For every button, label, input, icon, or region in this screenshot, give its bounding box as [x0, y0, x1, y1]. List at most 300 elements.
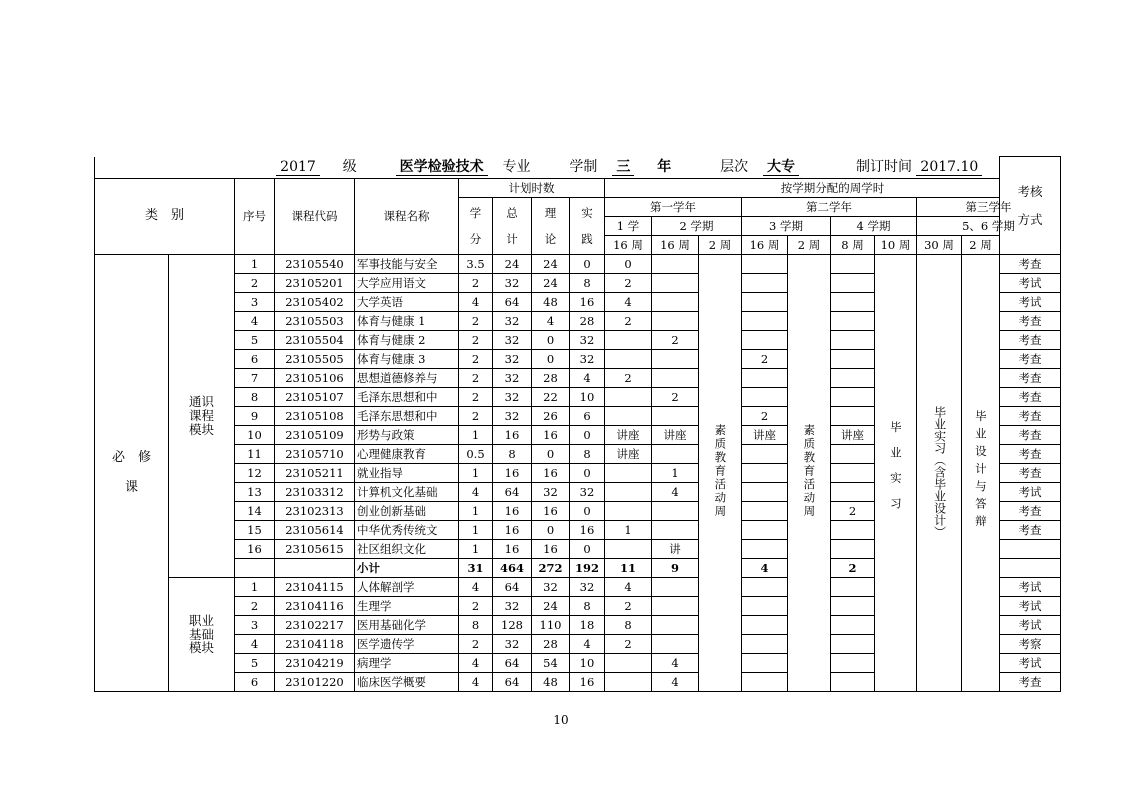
seq-cell: 9	[235, 407, 275, 426]
theory-cell: 110	[532, 616, 570, 635]
total-cell: 64	[493, 293, 532, 312]
sem2-cell: 讲	[652, 540, 699, 559]
seq-cell	[235, 559, 275, 578]
code-cell: 23105201	[275, 274, 355, 293]
name-cell: 毛泽东思想和中	[355, 407, 459, 426]
practice-cell: 8	[570, 274, 605, 293]
sem1-cell	[605, 407, 652, 426]
assess-cell: 考查	[1000, 502, 1061, 521]
seq-cell: 6	[235, 350, 275, 369]
system-label: 学制	[569, 158, 598, 175]
sem4-cell	[831, 616, 875, 635]
assess-cell: 考试	[1000, 483, 1061, 502]
sem1-cell	[605, 502, 652, 521]
assess-cell	[1000, 559, 1061, 578]
total-cell: 16	[493, 502, 532, 521]
sem2-cell: 4	[652, 483, 699, 502]
name-cell: 体育与健康 2	[355, 331, 459, 350]
assess-cell: 考查	[1000, 312, 1061, 331]
theory-cell: 54	[532, 654, 570, 673]
sem4-cell	[831, 483, 875, 502]
credit-cell: 1	[459, 540, 493, 559]
design-defense-label: 毕业设计与答辩	[973, 410, 988, 533]
code-header: 课程代码	[275, 179, 355, 255]
sem3-cell	[742, 597, 788, 616]
name-cell: 医用基础化学	[355, 616, 459, 635]
revise-label: 制订时间	[855, 158, 912, 175]
credit-cell: 1	[459, 521, 493, 540]
credit-cell: 1	[459, 426, 493, 445]
header-row-1	[95, 179, 1061, 198]
sem3-cell	[742, 502, 788, 521]
distribution-header: 按学期分配的周学时	[605, 179, 1061, 198]
credit-cell: 2	[459, 635, 493, 654]
sem3-cell	[742, 578, 788, 597]
sem4-cell	[831, 388, 875, 407]
seq-cell: 5	[235, 331, 275, 350]
total-header: 总 计	[493, 198, 532, 255]
theory-cell: 272	[532, 559, 570, 578]
sem1-cell: 0	[605, 255, 652, 274]
sem4-cell	[831, 578, 875, 597]
practice-cell: 32	[570, 331, 605, 350]
seq-cell: 16	[235, 540, 275, 559]
sem1-cell: 2	[605, 369, 652, 388]
seq-cell: 11	[235, 445, 275, 464]
week-header-1: 16 周	[605, 236, 652, 255]
code-cell: 23101220	[275, 673, 355, 692]
sem1-cell	[605, 654, 652, 673]
code-cell: 23105615	[275, 540, 355, 559]
theory-cell: 24	[532, 255, 570, 274]
sem3-cell	[742, 540, 788, 559]
total-cell: 16	[493, 464, 532, 483]
code-cell: 23104116	[275, 597, 355, 616]
sem3-cell	[742, 331, 788, 350]
total-cell: 64	[493, 483, 532, 502]
sem2-cell: 4	[652, 654, 699, 673]
name-cell: 体育与健康 3	[355, 350, 459, 369]
internship	[917, 255, 962, 692]
code-cell: 23105211	[275, 464, 355, 483]
sem3-cell	[742, 464, 788, 483]
quality-week-label: 素质教育活动周	[713, 424, 728, 519]
total-cell: 32	[493, 635, 532, 654]
seq-cell: 3	[235, 293, 275, 312]
credit-cell: 4	[459, 673, 493, 692]
name-cell: 毛泽东思想和中	[355, 388, 459, 407]
assess-cell: 考察	[1000, 635, 1061, 654]
credit-cell: 2	[459, 407, 493, 426]
sem2-cell	[652, 255, 699, 274]
credit-cell: 1	[459, 464, 493, 483]
credit-header: 学 分	[459, 198, 493, 255]
practice-header: 实 践	[570, 198, 605, 255]
code-cell: 23105109	[275, 426, 355, 445]
theory-cell: 28	[532, 635, 570, 654]
page-number: 10	[553, 713, 569, 727]
total-cell: 464	[493, 559, 532, 578]
seq-cell: 4	[235, 635, 275, 654]
name-cell: 社区组织文化	[355, 540, 459, 559]
sem4-cell: 讲座	[831, 426, 875, 445]
theory-cell: 16	[532, 426, 570, 445]
sem1-cell: 2	[605, 312, 652, 331]
practice-cell: 192	[570, 559, 605, 578]
sem3-cell	[742, 616, 788, 635]
code-cell: 23105106	[275, 369, 355, 388]
code-cell: 23102313	[275, 502, 355, 521]
sem1-cell: 1	[605, 521, 652, 540]
name-cell: 心理健康教育	[355, 445, 459, 464]
sem3-cell	[742, 293, 788, 312]
credit-cell: 4	[459, 654, 493, 673]
code-cell	[275, 559, 355, 578]
total-cell: 16	[493, 521, 532, 540]
sem3-cell	[742, 274, 788, 293]
sem2-cell: 1	[652, 464, 699, 483]
seq-cell: 2	[235, 274, 275, 293]
sem1-cell	[605, 483, 652, 502]
sem4-cell	[831, 350, 875, 369]
sem2-cell: 2	[652, 331, 699, 350]
level-value: 大专	[763, 159, 799, 176]
assess-cell: 考试	[1000, 654, 1061, 673]
sem3-cell	[742, 635, 788, 654]
theory-cell: 4	[532, 312, 570, 331]
system-value: 三	[612, 159, 634, 176]
name-cell: 思想道德修养与	[355, 369, 459, 388]
week-header-4: 16 周	[742, 236, 788, 255]
seq-cell: 7	[235, 369, 275, 388]
name-cell: 就业指导	[355, 464, 459, 483]
week-header-9: 2 周	[962, 236, 1000, 255]
total-cell: 8	[493, 445, 532, 464]
practice-cell: 32	[570, 350, 605, 369]
practice-cell: 0	[570, 540, 605, 559]
total-cell: 32	[493, 274, 532, 293]
total-cell: 24	[493, 255, 532, 274]
credit-cell: 2	[459, 331, 493, 350]
subtotal-label: 小计	[355, 559, 459, 578]
credit-cell: 3.5	[459, 255, 493, 274]
assess-cell: 考查	[1000, 426, 1061, 445]
assess-cell: 考查	[1000, 350, 1061, 369]
practice-cell: 10	[570, 388, 605, 407]
grade-label: 级	[342, 158, 357, 175]
sem4-cell: 2	[831, 502, 875, 521]
category-header: 类 别	[95, 179, 235, 255]
total-cell: 32	[493, 407, 532, 426]
assess-cell	[1000, 540, 1061, 559]
sem3-cell	[742, 369, 788, 388]
sem4-cell	[831, 407, 875, 426]
name-cell: 军事技能与安全	[355, 255, 459, 274]
sem4-cell	[831, 255, 875, 274]
theory-cell: 0	[532, 331, 570, 350]
code-cell: 23104115	[275, 578, 355, 597]
quality-week-2	[788, 255, 831, 692]
sem56-header: 5、6 学期	[917, 217, 1061, 236]
credit-cell: 2	[459, 388, 493, 407]
sem3-cell	[742, 673, 788, 692]
theory-cell: 32	[532, 483, 570, 502]
week-header-6: 8 周	[831, 236, 875, 255]
total-cell: 32	[493, 369, 532, 388]
total-cell: 64	[493, 578, 532, 597]
sem2-cell: 9	[652, 559, 699, 578]
seq-cell: 4	[235, 312, 275, 331]
sem2-cell	[652, 312, 699, 331]
name-cell: 人体解剖学	[355, 578, 459, 597]
sem3-cell: 2	[742, 407, 788, 426]
code-cell: 23105505	[275, 350, 355, 369]
sem2-cell: 4	[652, 673, 699, 692]
code-cell: 23105107	[275, 388, 355, 407]
total-cell: 128	[493, 616, 532, 635]
practice-cell: 0	[570, 255, 605, 274]
sem2-cell	[652, 521, 699, 540]
practice-cell: 4	[570, 369, 605, 388]
theory-cell: 16	[532, 464, 570, 483]
assess-cell: 考查	[1000, 464, 1061, 483]
quality-week-1	[699, 255, 742, 692]
total-cell: 64	[493, 654, 532, 673]
graduation-practice	[875, 255, 917, 692]
sem4-cell	[831, 540, 875, 559]
course-plan-table	[94, 156, 1060, 692]
practice-cell: 28	[570, 312, 605, 331]
practice-cell: 0	[570, 426, 605, 445]
seq-cell: 14	[235, 502, 275, 521]
name-cell: 创业创新基础	[355, 502, 459, 521]
sem4-cell	[831, 274, 875, 293]
credit-cell: 2	[459, 369, 493, 388]
practice-cell: 16	[570, 521, 605, 540]
assess-cell: 考试	[1000, 597, 1061, 616]
sem2-cell	[652, 597, 699, 616]
sem2-cell	[652, 293, 699, 312]
code-cell: 23105540	[275, 255, 355, 274]
year-value: 2017	[276, 159, 320, 176]
general-module: 通识 课程 模块	[169, 255, 235, 578]
sem1-cell	[605, 350, 652, 369]
assess-cell: 考试	[1000, 578, 1061, 597]
theory-cell: 22	[532, 388, 570, 407]
practice-cell: 0	[570, 502, 605, 521]
total-cell: 32	[493, 350, 532, 369]
sem4-cell	[831, 293, 875, 312]
sem4-cell: 2	[831, 559, 875, 578]
practice-cell: 16	[570, 673, 605, 692]
practice-cell: 0	[570, 464, 605, 483]
practice-cell: 18	[570, 616, 605, 635]
sem4-cell	[831, 464, 875, 483]
sem1-cell	[605, 388, 652, 407]
internship-label: 毕业实习（含毕业设计）	[932, 405, 947, 538]
theory-cell: 32	[532, 578, 570, 597]
sem1-cell: 4	[605, 293, 652, 312]
sem2-cell	[652, 274, 699, 293]
name-cell: 中华优秀传统文	[355, 521, 459, 540]
sem3-cell	[742, 312, 788, 331]
assess-cell: 考试	[1000, 293, 1061, 312]
theory-cell: 0	[532, 445, 570, 464]
credit-cell: 4	[459, 578, 493, 597]
sem3-header: 3 学期	[742, 217, 831, 236]
total-cell: 32	[493, 388, 532, 407]
assess-cell: 考查	[1000, 388, 1061, 407]
sem4-header: 4 学期	[831, 217, 917, 236]
sem1-cell	[605, 331, 652, 350]
sem4-cell	[831, 673, 875, 692]
quality-week-label: 素质教育活动周	[802, 424, 817, 519]
total-cell: 32	[493, 312, 532, 331]
name-header: 课程名称	[355, 179, 459, 255]
graduation-practice-label: 毕业实习	[888, 420, 903, 523]
week-header-3: 2 周	[699, 236, 742, 255]
credit-cell: 31	[459, 559, 493, 578]
credit-cell: 4	[459, 483, 493, 502]
sem2-cell	[652, 407, 699, 426]
system-unit: 年	[657, 158, 672, 175]
code-cell: 23103312	[275, 483, 355, 502]
title-row	[95, 157, 1061, 179]
code-cell: 23102217	[275, 616, 355, 635]
name-cell: 大学应用语文	[355, 274, 459, 293]
credit-cell: 8	[459, 616, 493, 635]
course-grid	[94, 156, 1061, 692]
year1-header: 第一学年	[605, 198, 742, 217]
sem2-cell: 讲座	[652, 426, 699, 445]
sem1-cell: 4	[605, 578, 652, 597]
seq-cell: 2	[235, 597, 275, 616]
design-defense	[962, 255, 1000, 692]
theory-cell: 16	[532, 502, 570, 521]
assess-cell: 考查	[1000, 521, 1061, 540]
sem4-cell	[831, 597, 875, 616]
assess-cell: 考查	[1000, 331, 1061, 350]
sem1-cell: 2	[605, 635, 652, 654]
sem1-cell: 讲座	[605, 445, 652, 464]
assess-cell: 考查	[1000, 407, 1061, 426]
week-header-2: 16 周	[652, 236, 699, 255]
sem4-cell	[831, 312, 875, 331]
theory-header: 理 论	[532, 198, 570, 255]
practice-cell: 8	[570, 445, 605, 464]
seq-cell: 3	[235, 616, 275, 635]
plan-hours-header: 计划时数	[459, 179, 605, 198]
sem4-cell	[831, 369, 875, 388]
total-cell: 64	[493, 673, 532, 692]
sem3-cell: 4	[742, 559, 788, 578]
sem3-cell	[742, 388, 788, 407]
assess-cell: 考试	[1000, 274, 1061, 293]
seq-cell: 1	[235, 578, 275, 597]
theory-cell: 0	[532, 350, 570, 369]
sem4-cell	[831, 635, 875, 654]
theory-cell: 24	[532, 274, 570, 293]
assess-cell: 考查	[1000, 255, 1061, 274]
table-row	[95, 255, 1061, 274]
sem4-cell	[831, 521, 875, 540]
sem1-cell: 8	[605, 616, 652, 635]
practice-cell: 32	[570, 483, 605, 502]
sem1-header: 1 学	[605, 217, 652, 236]
assess-cell: 考查	[1000, 369, 1061, 388]
sem1-cell	[605, 464, 652, 483]
sem1-cell: 讲座	[605, 426, 652, 445]
sem1-cell: 2	[605, 274, 652, 293]
name-cell: 体育与健康 1	[355, 312, 459, 331]
name-cell: 临床医学概要	[355, 673, 459, 692]
code-cell: 23105402	[275, 293, 355, 312]
sem3-cell	[742, 521, 788, 540]
credit-cell: 1	[459, 502, 493, 521]
sem3-cell	[742, 654, 788, 673]
code-cell: 23105503	[275, 312, 355, 331]
sem1-cell	[605, 540, 652, 559]
total-cell: 16	[493, 426, 532, 445]
credit-cell: 4	[459, 293, 493, 312]
year2-header: 第二学年	[742, 198, 917, 217]
credit-cell: 2	[459, 312, 493, 331]
sem1-cell	[605, 673, 652, 692]
practice-cell: 10	[570, 654, 605, 673]
theory-cell: 26	[532, 407, 570, 426]
sem3-cell	[742, 483, 788, 502]
week-header-7: 10 周	[875, 236, 917, 255]
sem3-cell	[742, 445, 788, 464]
code-cell: 23105108	[275, 407, 355, 426]
assess-cell: 考试	[1000, 616, 1061, 635]
seq-header: 序号	[235, 179, 275, 255]
code-cell: 23105614	[275, 521, 355, 540]
name-cell: 大学英语	[355, 293, 459, 312]
practice-cell: 32	[570, 578, 605, 597]
seq-cell: 5	[235, 654, 275, 673]
credit-cell: 0.5	[459, 445, 493, 464]
code-cell: 23105710	[275, 445, 355, 464]
sem2-cell	[652, 445, 699, 464]
seq-cell: 15	[235, 521, 275, 540]
sem3-cell: 2	[742, 350, 788, 369]
required-category: 必 修 课	[95, 255, 169, 692]
sem2-cell	[652, 350, 699, 369]
total-cell: 32	[493, 597, 532, 616]
seq-cell: 12	[235, 464, 275, 483]
revise-date: 2017.10	[916, 159, 982, 176]
theory-cell: 0	[532, 521, 570, 540]
credit-cell: 2	[459, 274, 493, 293]
sem4-cell	[831, 445, 875, 464]
practice-cell: 8	[570, 597, 605, 616]
code-cell: 23105504	[275, 331, 355, 350]
practice-cell: 4	[570, 635, 605, 654]
assess-cell: 考查	[1000, 673, 1061, 692]
sem2-cell	[652, 635, 699, 654]
total-cell: 16	[493, 540, 532, 559]
seq-cell: 10	[235, 426, 275, 445]
major-value: 医学检验技术	[396, 159, 488, 176]
name-cell: 病理学	[355, 654, 459, 673]
sem2-cell	[652, 502, 699, 521]
major-label: 专业	[502, 158, 531, 175]
code-cell: 23104118	[275, 635, 355, 654]
sem1-cell: 2	[605, 597, 652, 616]
sem4-cell	[831, 654, 875, 673]
sem2-cell	[652, 616, 699, 635]
